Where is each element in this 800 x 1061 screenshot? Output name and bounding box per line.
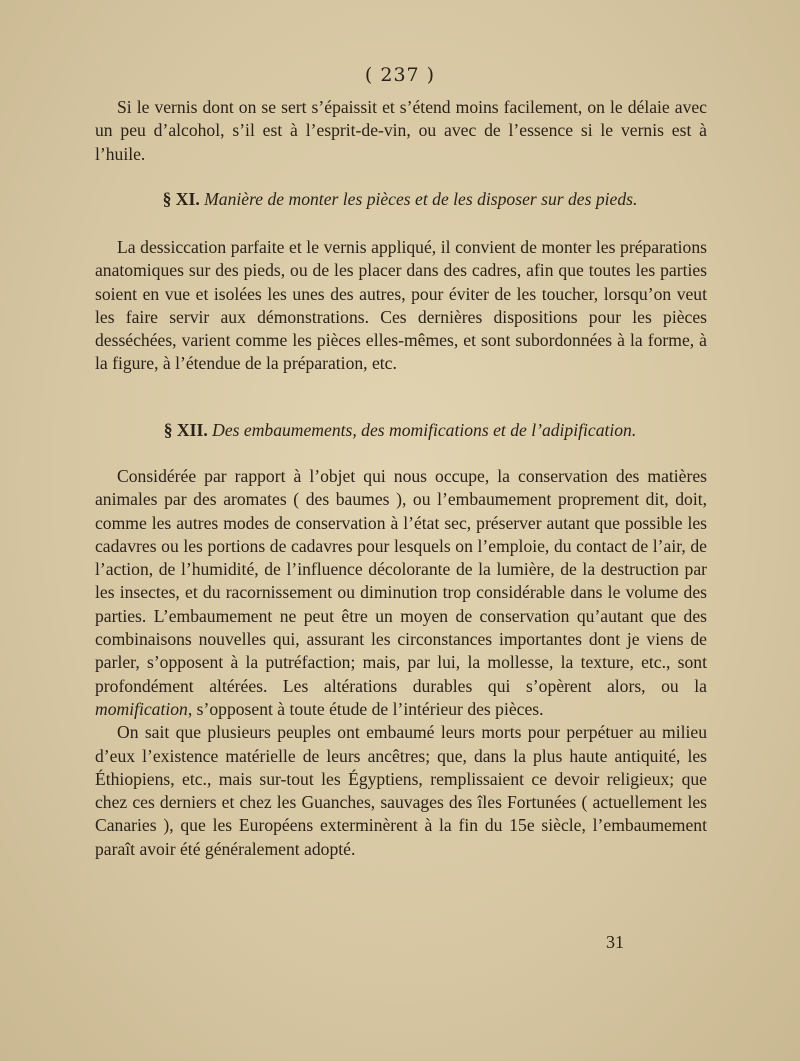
signature-mark: 31 [606,932,624,952]
para1-emphasis: momification [95,698,188,719]
intro-paragraph [95,96,707,166]
para1-part-a: Considérée par rapport à l’objet qui nous occupe, la conservation des matières animales par des aromates ( des baumes ), ou l’embaumement proprement dit, doit, comme les autres modes de conservation à l’état sec, préserver autant que possible les cadavres ou les portions de cadavres pour lesquels on l’emploie, du contact de l’air, de l’action, de l’humidité, de l’influence décolorante de la lumière, de la destruction par les insectes, et du racornissement ou diminution trop considérable dans le volume des parties. L’embaumement ne peut être un moyen de conservation qu’autant que des combinaisons nouvelles qui, assurant les circonstances importantes dont je viens de parler, s’opposent à la putréfaction; mais, par lui, la mollesse, la texture, etc., sont profondément altérées. Les altérations durables qui s’opèrent alors, ou la [95,466,707,696]
section-12-paragraph-1 [95,465,707,721]
intro-text: Si le vernis dont on se sert s’épaissit et s’étend moins facilement, on le délaie avec un peu d’alcohol, s’il est à l’esprit-de-vin, ou avec de l’essence si le vernis est à l’huile. [95,97,707,164]
section-12-number: § XII. [163,420,208,440]
section-12-body [95,465,707,861]
section-11-body [95,236,707,376]
section-12-paragraph-2: On sait que plusieurs peuples ont embaumé leurs morts pour perpétuer au milieu d’eux l’existence matérielle de leurs ancêtres; que, dans la plus haute antiquité, les Éthiopiens, etc., mais sur-tout les Égyptiens, remplissaient ce devoir religieux; que chez ces derniers et chez les Guanches, sauvages des îles Fortunées ( actuellement les Canaries ), que les Européens exterminèrent à la fin du 15e siècle, l’embaumement paraît avoir été généralement adopté. [95,722,707,859]
section-11-number: § XI. [162,189,200,209]
section-11-title: Manière de monter les pièces et de les disposer sur des pieds. [204,189,638,209]
para1-part-b: , s’opposent à toute étude de l’intérieur des pièces. [187,698,544,719]
page-number: ( 237 ) [364,64,436,86]
section-11-heading [0,189,800,210]
section-12-heading [0,420,800,441]
section-12-title: Des embaumements, des momifications et de l’adipification. [212,420,637,440]
section-11-paragraph: La dessiccation parfaite et le vernis appliqué, il convient de monter les préparations anatomiques sur des pieds, ou de les placer dans des cadres, afin que toutes les parties soient en vue et isolées les unes des autres, pour éviter de les toucher, lorsqu’on veut les faire servir aux démonstrations. Ces dernières dispositions pour les pièces desséchées, varient comme les pièces elles-mêmes, et sont subordonnées à la forme, à la figure, à l’étendue de la préparation, etc. [95,237,707,374]
